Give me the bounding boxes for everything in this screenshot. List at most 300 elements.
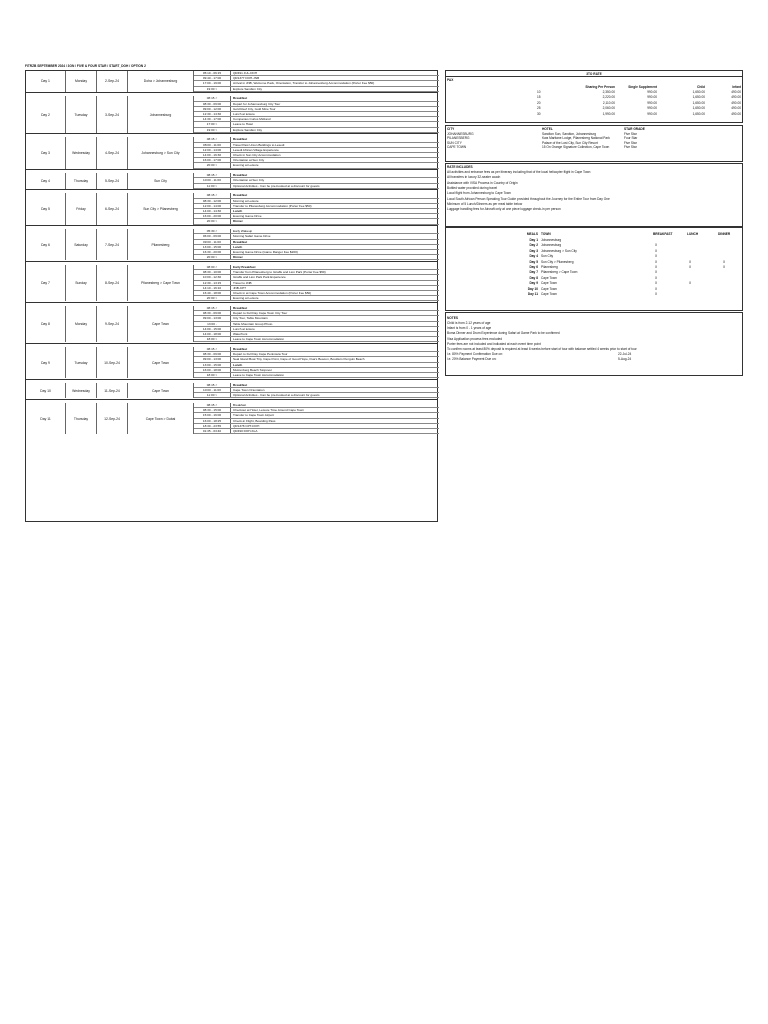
meal-row bbox=[445, 243, 743, 248]
activity-text: Transfer to Cape Town Airport bbox=[233, 413, 274, 418]
day-town: Pilanesberg bbox=[128, 229, 194, 260]
activity-text: Lunch at leisure bbox=[233, 326, 255, 331]
day-activities bbox=[194, 403, 439, 434]
inclusion-item: Minimum of 5 Lunch/Dinners as per meal table below bbox=[447, 201, 523, 206]
activity-text: Leave to Cape Town Accommodation bbox=[233, 337, 285, 342]
note-text: To confirm rooms at least 80% deposit is required at least 6 weeks before start of tour with balance settled 4 weeks prior to start of tour bbox=[447, 347, 637, 351]
day-block bbox=[26, 403, 437, 434]
day-town: Sun City bbox=[128, 173, 194, 189]
day-block bbox=[26, 306, 437, 342]
note-item bbox=[447, 347, 743, 351]
meal-day: Day 7 bbox=[529, 270, 538, 275]
meals-header-town: TOWN bbox=[541, 232, 551, 236]
meal-lunch: X bbox=[689, 281, 692, 286]
day-block bbox=[26, 383, 437, 399]
day-weekday: Thursday bbox=[66, 403, 97, 434]
meals-header-lunch: LUNCH bbox=[687, 232, 699, 236]
activity-time: 17:00 > bbox=[194, 122, 231, 126]
meal-dinner: X bbox=[723, 265, 726, 269]
meal-town: Cape Town bbox=[541, 286, 557, 291]
activity-time: 09:00 - 11:00 bbox=[194, 240, 231, 244]
activity-time: 16:40 - 18:00 bbox=[194, 291, 231, 295]
hotel-name: 15 On Orange Signature Collection, Cape Town bbox=[542, 145, 610, 150]
activity-text: Breakfast bbox=[233, 193, 248, 198]
day-town: Cape Town bbox=[128, 306, 194, 342]
activity-text: Breakfast bbox=[233, 96, 248, 101]
activity-text: Check in at Cape Town Accommodation (Porter Fee $50) bbox=[233, 290, 312, 295]
inclusions-title: RATE INCLUDES bbox=[447, 165, 473, 169]
activity-text: Seal Island Boat Trip, Cape Point, Cape of Good Hope, Dua's Beacon, Boulders Penguin Beach bbox=[233, 357, 365, 362]
day-divider bbox=[26, 399, 437, 400]
activity-text: Evening Game Drive (Game Ranger Fee $200) bbox=[233, 249, 298, 254]
activity-time: 20:00 > bbox=[194, 255, 231, 259]
meal-row bbox=[445, 270, 743, 275]
meal-row bbox=[445, 292, 743, 297]
rate-title: 3TO RATE bbox=[586, 72, 602, 76]
day-block bbox=[26, 137, 437, 168]
rate-row bbox=[445, 101, 743, 106]
meal-day: Day 1 bbox=[529, 238, 538, 242]
activity-text: Lunch at leisure bbox=[233, 111, 255, 116]
activity-text: Breakfast bbox=[233, 382, 248, 387]
day-weekday: Wednesday bbox=[66, 137, 97, 168]
activity-text: Check in Sun City Accommodation bbox=[233, 152, 281, 157]
activity-text: Gold Reef City, Gold Mine Tour bbox=[233, 106, 276, 111]
activity-text: Morning at Leisure bbox=[233, 198, 259, 203]
activity-text: Evening Game Drive bbox=[233, 214, 262, 219]
activity-time: 14:00 - 15:00 bbox=[194, 327, 231, 331]
meal-row bbox=[445, 260, 743, 265]
meal-row bbox=[445, 254, 743, 259]
activity-time: 16:00 - 20:00 bbox=[194, 214, 231, 218]
day-label: Day 8 bbox=[26, 306, 66, 342]
hotel-name: Sandton Sun, Sandton, Johannesburg bbox=[542, 132, 597, 136]
activity-text: Orientation at Sun City bbox=[233, 178, 265, 183]
activity-time: 05:10 - 06:15 bbox=[194, 71, 231, 75]
day-date: 9-Sep-24 bbox=[97, 306, 128, 342]
activity-text: QR1378 CPT-DOH bbox=[233, 423, 260, 428]
meal-breakfast: X bbox=[655, 243, 658, 248]
note-text: Porter fees are not included and indicated at each event time point bbox=[447, 341, 541, 346]
activity-time: 08:15 < bbox=[194, 306, 231, 310]
rate-title-divider bbox=[445, 76, 743, 77]
activity-time: 09:40 - 17:00 bbox=[194, 76, 231, 80]
day-block bbox=[26, 71, 437, 92]
rate-single: 990.00 bbox=[647, 90, 657, 94]
activity-row bbox=[194, 296, 439, 301]
meal-day: Day 3 bbox=[529, 248, 538, 253]
day-weekday: Wednesday bbox=[66, 383, 97, 399]
activity-text: Lunch bbox=[233, 362, 243, 367]
rate-sharing: 2,220.00 bbox=[602, 95, 615, 100]
activity-text: Lesedi African Village Experience bbox=[233, 147, 279, 152]
day-town: Cape Town bbox=[128, 383, 194, 399]
note-item bbox=[447, 326, 743, 330]
hotel-header-hotel: HOTEL bbox=[542, 127, 553, 131]
note-text: Boma Dinner and Drum Experience during Safari at Game Park to be confirmed bbox=[447, 331, 560, 336]
meal-day: Day 4 bbox=[529, 254, 538, 259]
meal-breakfast: X bbox=[655, 292, 658, 296]
meal-town: Johannesburg bbox=[541, 243, 562, 248]
activity-time: 18:00 > bbox=[194, 337, 231, 341]
activity-text: QR491 JUL-DOH bbox=[233, 71, 258, 75]
activity-time: 08:00 - 11:00 bbox=[194, 143, 231, 147]
activity-time: 20:00 > bbox=[194, 219, 231, 223]
activity-time: 20:00 > bbox=[194, 296, 231, 300]
activity-time: 08:30 - 09:00 bbox=[194, 311, 231, 315]
day-town: Sun City > Pilanesberg bbox=[128, 193, 194, 224]
activity-time: 14:00 - 14:30 bbox=[194, 209, 231, 213]
inclusion-item: Local South African Person Speaking Tour Guide provided throughout the Journey for the Entire Tour from Day One bbox=[447, 196, 610, 201]
day-date: 8-Sep-24 bbox=[97, 265, 128, 301]
day-date: 3-Sep-24 bbox=[97, 96, 128, 132]
activity-text: Waterfront bbox=[233, 331, 248, 336]
activity-row bbox=[194, 128, 439, 133]
meal-breakfast: X bbox=[655, 275, 658, 280]
note-text: Visa Application process fees excluded bbox=[447, 336, 503, 341]
rate-single: 990.00 bbox=[647, 95, 657, 100]
activity-time: 08:15 < bbox=[194, 403, 231, 407]
activity-text: Evening at Leisure bbox=[233, 163, 259, 168]
activity-text: Breakfast bbox=[233, 306, 248, 310]
meal-row bbox=[445, 276, 743, 281]
activity-text: Transfer from Pilanesberg to Giraffe and Lion Park (Porter Fee $50) bbox=[233, 270, 326, 275]
activity-time: 01:35 - 03:40 bbox=[194, 429, 231, 433]
rate-pax: 15 bbox=[537, 95, 541, 100]
day-label: Day 2 bbox=[26, 96, 66, 132]
meal-town: Cape Town bbox=[541, 292, 557, 296]
activity-time: 12:30 - 13:15 bbox=[194, 281, 231, 285]
meal-breakfast: X bbox=[655, 259, 658, 264]
activity-text: Orientation at Sun City bbox=[233, 158, 265, 163]
day-activities bbox=[194, 383, 439, 399]
hotel-city: CAPE TOWN bbox=[447, 145, 467, 150]
rate-infant: 490.00 bbox=[731, 111, 741, 116]
meal-town: Cape Town bbox=[541, 281, 557, 286]
hotel-grade: Five Star bbox=[624, 140, 637, 145]
activity-time: 17:00 - 19:00 bbox=[194, 81, 231, 85]
activity-text: Lunch bbox=[233, 208, 243, 213]
activity-time: 12:30 - 14:30 bbox=[194, 112, 231, 116]
activity-text: QR490 DOH-KLA bbox=[233, 428, 258, 433]
activity-text: Evening at Leisure bbox=[233, 296, 259, 301]
inclusion-item: All activities and entrance fees as per itinerary including that of the local helicopter flight in Cape Town bbox=[447, 170, 591, 174]
activity-time: 09:00 - 13:00 bbox=[194, 316, 231, 320]
activity-time: 14:00 - 16:30 bbox=[194, 153, 231, 157]
activity-time: 08:15 < bbox=[194, 137, 231, 141]
meal-breakfast: X bbox=[655, 286, 658, 291]
day-date: 12-Sep-24 bbox=[97, 403, 128, 434]
activity-text: City Tour, Table Mountain bbox=[233, 316, 268, 321]
activity-time: 13:00 - 15:00 bbox=[194, 363, 231, 367]
day-date: 11-Sep-24 bbox=[97, 383, 128, 399]
day-town: Pilanesberg > Cape Town bbox=[128, 265, 194, 301]
pax-label: PAX bbox=[447, 78, 454, 82]
day-date: 4-Sep-24 bbox=[97, 137, 128, 168]
day-weekday: Tuesday bbox=[66, 96, 97, 132]
activity-time: 08:30 - 15:00 bbox=[194, 408, 231, 412]
activity-text: Leave to Cape Town Accommodation bbox=[233, 372, 285, 377]
meal-day: Day 11 bbox=[527, 292, 538, 296]
rate-header-infant: Infant bbox=[732, 85, 741, 89]
day-town: Cape Town bbox=[128, 347, 194, 378]
note-date: 22-Jul-24 bbox=[618, 352, 632, 357]
activity-text: Dinner bbox=[233, 219, 243, 224]
day-divider bbox=[26, 261, 437, 262]
note-item bbox=[447, 331, 743, 335]
day-block bbox=[26, 347, 437, 378]
hotel-grade: Five Star bbox=[624, 132, 637, 136]
day-activities bbox=[194, 193, 439, 224]
meal-lunch: X bbox=[689, 265, 692, 269]
activity-text: Breakfast bbox=[233, 403, 247, 407]
activity-time: 10:00 - 11:00 bbox=[194, 388, 231, 392]
activity-time: 12:00 - 14:00 bbox=[194, 204, 231, 208]
activity-text: Breakfast bbox=[233, 137, 248, 142]
activity-time: 16:30 - 20:00 bbox=[194, 250, 231, 254]
meal-row bbox=[445, 287, 743, 292]
inclusion-item: Bottled water provided during travel bbox=[447, 185, 498, 190]
note-item bbox=[447, 357, 743, 361]
meal-row bbox=[445, 281, 743, 286]
activity-row bbox=[194, 337, 439, 342]
activity-text: Arrival in JNB, Welcome Pack, Orientation, Transfer to Johannesburg Accommodation (Porter Fee $50) bbox=[233, 81, 375, 86]
activity-time: 16:00 - 18:25 bbox=[194, 419, 231, 423]
meal-breakfast: X bbox=[655, 254, 658, 259]
meal-dinner: X bbox=[723, 259, 726, 264]
activity-text: Explore Sandton City bbox=[233, 127, 263, 132]
activity-text: Morning Safari Game Drive bbox=[233, 234, 271, 239]
note-item bbox=[447, 352, 743, 356]
hotel-city: PILANESBERG bbox=[447, 136, 470, 141]
meal-breakfast: X bbox=[655, 281, 658, 286]
activity-time: 18:00 > bbox=[194, 373, 231, 377]
meal-day: Day 8 bbox=[529, 275, 538, 280]
inclusion-item: Luggage handling fees for Aircraft only at one piece luggage check-in per person bbox=[447, 207, 561, 212]
day-date: 7-Sep-24 bbox=[97, 229, 128, 260]
rate-sharing: 2,110.00 bbox=[602, 100, 615, 105]
meal-breakfast: X bbox=[655, 248, 658, 253]
activity-text: Depart for Johannesburg City Tour bbox=[233, 101, 281, 106]
activity-time: 08:00 < bbox=[194, 265, 231, 269]
activity-text: Dinner bbox=[233, 255, 243, 260]
activity-row bbox=[194, 87, 439, 92]
activity-time: 08:30 - 10:00 bbox=[194, 270, 231, 274]
activity-time: 14:10 - 16:10 bbox=[194, 286, 231, 290]
activity-time: 16:00 - 18:00 bbox=[194, 368, 231, 372]
activity-time: 08:30 - 12:00 bbox=[194, 199, 231, 203]
activity-text: QR1377 DOH-JNB bbox=[233, 76, 260, 81]
activity-time: 10:00 - 11:00 bbox=[194, 178, 231, 182]
day-label: Day 5 bbox=[26, 193, 66, 224]
day-activities bbox=[194, 229, 439, 260]
day-divider bbox=[26, 225, 437, 226]
activity-time: 06:00 - 09:00 bbox=[194, 234, 231, 238]
day-date: 6-Sep-24 bbox=[97, 193, 128, 224]
day-weekday: Saturday bbox=[66, 229, 97, 260]
hotel-grade: Four Star bbox=[624, 136, 638, 141]
rate-row bbox=[445, 90, 743, 95]
day-label: Day 7 bbox=[26, 265, 66, 301]
rate-single: 990.00 bbox=[647, 100, 657, 105]
activity-text: Lunch bbox=[233, 244, 243, 249]
day-block bbox=[26, 96, 437, 132]
meal-day: Day 10 bbox=[527, 286, 538, 291]
activity-time: 13:00 - 15:00 bbox=[194, 245, 231, 249]
note-text: i.e. 80% Payment Confirmation Due on: bbox=[447, 352, 503, 357]
rate-row bbox=[445, 95, 743, 100]
meal-town: Pilanesberg > Cape Town bbox=[541, 270, 578, 275]
day-activities bbox=[194, 265, 439, 301]
inclusion-item: Assistance with VISA Process in Country of Origin bbox=[447, 180, 518, 185]
day-date: 5-Sep-24 bbox=[97, 173, 128, 189]
activity-time: 19:00 > bbox=[194, 87, 231, 91]
meal-day: Day 2 bbox=[529, 243, 538, 248]
hotel-header-city: CITY bbox=[447, 127, 455, 131]
day-label: Day 1 bbox=[26, 71, 66, 92]
rate-child: 1,650.00 bbox=[692, 106, 705, 111]
hotel-header-grade: STAR GRADE bbox=[624, 127, 645, 131]
activity-text: Companies Curios Midrand bbox=[233, 117, 271, 122]
meals-header-breakfast: BREAKFAST bbox=[653, 232, 673, 236]
day-weekday: Tuesday bbox=[66, 347, 97, 378]
activity-text: Depart to Full Day Cape Town City Tour bbox=[233, 311, 288, 316]
activity-time: 15:00 - 16:00 bbox=[194, 413, 231, 417]
activity-text: Transfer to Pilanesberg Accommodation (Porter Fee $50) bbox=[233, 203, 312, 208]
hotel-name: Kwa Maritane Lodge, Pilanesberg National Park bbox=[542, 136, 610, 141]
meal-row bbox=[445, 249, 743, 254]
activity-text: Table Mountain Group Photo bbox=[233, 321, 273, 326]
rate-header-child: Child bbox=[697, 85, 705, 89]
rate-child: 1,650.00 bbox=[692, 90, 705, 94]
day-weekday: Monday bbox=[66, 306, 97, 342]
activity-row bbox=[194, 255, 439, 260]
activity-time: 08:15 < bbox=[194, 347, 231, 351]
day-activities bbox=[194, 137, 439, 168]
activity-time: 14:30 - 17:00 bbox=[194, 117, 231, 121]
activity-text: JNB-CPT bbox=[233, 285, 247, 290]
day-activities bbox=[194, 96, 439, 132]
rate-sharing: 1,990.00 bbox=[602, 111, 615, 116]
day-weekday: Thursday bbox=[66, 173, 97, 189]
activity-text: Breakfast bbox=[233, 173, 248, 178]
activity-row bbox=[194, 393, 439, 398]
meal-day: Day 9 bbox=[529, 281, 538, 286]
rate-row bbox=[445, 106, 743, 111]
activity-text: Travel Past Union Buildings to Lesedi bbox=[233, 142, 285, 147]
meal-town: Sun City > Pilanesberg bbox=[541, 259, 574, 264]
rate-sharing: 2,060.00 bbox=[602, 106, 615, 111]
rate-pax: 20 bbox=[537, 100, 541, 105]
meals-header-day: MEALS bbox=[526, 232, 538, 236]
day-town: Doha > Johannesburg bbox=[128, 71, 194, 92]
day-town: Johannesburg > Sun City bbox=[128, 137, 194, 168]
day-activities bbox=[194, 71, 439, 92]
day-activities bbox=[194, 347, 439, 378]
day-label: Day 10 bbox=[26, 383, 66, 399]
note-item bbox=[447, 337, 743, 341]
note-item bbox=[447, 321, 743, 325]
day-label: Day 9 bbox=[26, 347, 66, 378]
inclusion-item: Local flight from Johannesburg to Cape Town bbox=[447, 191, 511, 196]
day-divider bbox=[26, 133, 437, 134]
meal-town: Johannesburg bbox=[541, 238, 562, 242]
activity-text: Travel to JNB bbox=[233, 280, 252, 285]
day-activities bbox=[194, 173, 439, 189]
activity-time: 08:15 < bbox=[194, 173, 231, 177]
meal-town: Johannesburg > Sun City bbox=[541, 248, 577, 253]
document-title: FITRZB SEPTEMBER 2024 / 3ON / FIVE & FOUR STAR / START_DOH / OPTION 2 bbox=[25, 64, 146, 68]
day-divider bbox=[26, 189, 437, 190]
meal-breakfast: X bbox=[655, 270, 658, 275]
day-block bbox=[26, 173, 437, 189]
day-divider bbox=[26, 169, 437, 170]
activity-row bbox=[194, 429, 439, 434]
day-label: Day 11 bbox=[26, 403, 66, 434]
activity-text: Cape Town Orientation bbox=[233, 387, 265, 392]
activity-time: 14:00 - 18:00 bbox=[194, 332, 231, 336]
day-divider bbox=[26, 92, 437, 93]
activity-text: Leave to Hotel bbox=[233, 122, 253, 127]
day-divider bbox=[26, 343, 437, 344]
meal-day: Day 6 bbox=[529, 265, 538, 269]
note-text: i.e. 20% Balance Payment Due on: bbox=[447, 357, 497, 362]
activity-time: 08:15 < bbox=[194, 96, 231, 100]
activity-time: 11:00 > bbox=[194, 184, 231, 188]
hotel-name: Palace of the Lost City, Sun City Resort bbox=[542, 140, 598, 145]
activity-time: 08:30 - 09:00 bbox=[194, 352, 231, 356]
rate-pax: 30 bbox=[537, 111, 541, 116]
activity-time: 11:00 > bbox=[194, 393, 231, 397]
notes-title: NOTES bbox=[447, 316, 458, 320]
rate-row bbox=[445, 112, 743, 117]
activity-text: Early Wakeup bbox=[233, 229, 253, 234]
activity-text: Optional Activities - Can be pre-booked at a discount for guests bbox=[233, 393, 320, 398]
activity-text: Checkout at Hotel, Leisure Time Around Cape Town bbox=[233, 408, 304, 413]
day-town: Johannesburg bbox=[128, 96, 194, 132]
hotel-city: SUN CITY bbox=[447, 140, 462, 145]
activity-text: Early Breakfast bbox=[233, 265, 256, 269]
rate-header-sharing: Sharing Per Person bbox=[585, 85, 615, 89]
rate-child: 1,650.00 bbox=[692, 95, 705, 100]
meal-row bbox=[445, 265, 743, 270]
rate-infant: 490.00 bbox=[731, 106, 741, 111]
rate-infant: 490.00 bbox=[731, 90, 741, 94]
meal-town: Pilanesberg bbox=[541, 265, 558, 269]
activity-row bbox=[194, 373, 439, 378]
day-divider bbox=[26, 379, 437, 380]
meal-row bbox=[445, 238, 743, 243]
day-date: 10-Sep-24 bbox=[97, 347, 128, 378]
activity-time: 09:00 - 13:00 bbox=[194, 357, 231, 361]
rate-single: 990.00 bbox=[647, 106, 657, 111]
meal-lunch: X bbox=[689, 259, 692, 264]
meal-town: Cape Town bbox=[541, 275, 557, 280]
activity-row bbox=[194, 163, 439, 168]
activity-time: 08:15 < bbox=[194, 193, 231, 197]
note-date: 5-Aug-24 bbox=[618, 357, 632, 362]
rate-sharing: 2,350.00 bbox=[602, 90, 615, 94]
day-label: Day 3 bbox=[26, 137, 66, 168]
meals-header-dinner: DINNER bbox=[718, 232, 731, 236]
activity-time: 18:30 - 23:55 bbox=[194, 424, 231, 428]
meal-town: Sun City bbox=[541, 254, 554, 259]
day-weekday: Friday bbox=[66, 193, 97, 224]
meal-day: Day 5 bbox=[529, 259, 538, 264]
activity-row bbox=[194, 184, 439, 189]
day-block bbox=[26, 193, 437, 224]
rate-infant: 490.00 bbox=[731, 95, 741, 100]
